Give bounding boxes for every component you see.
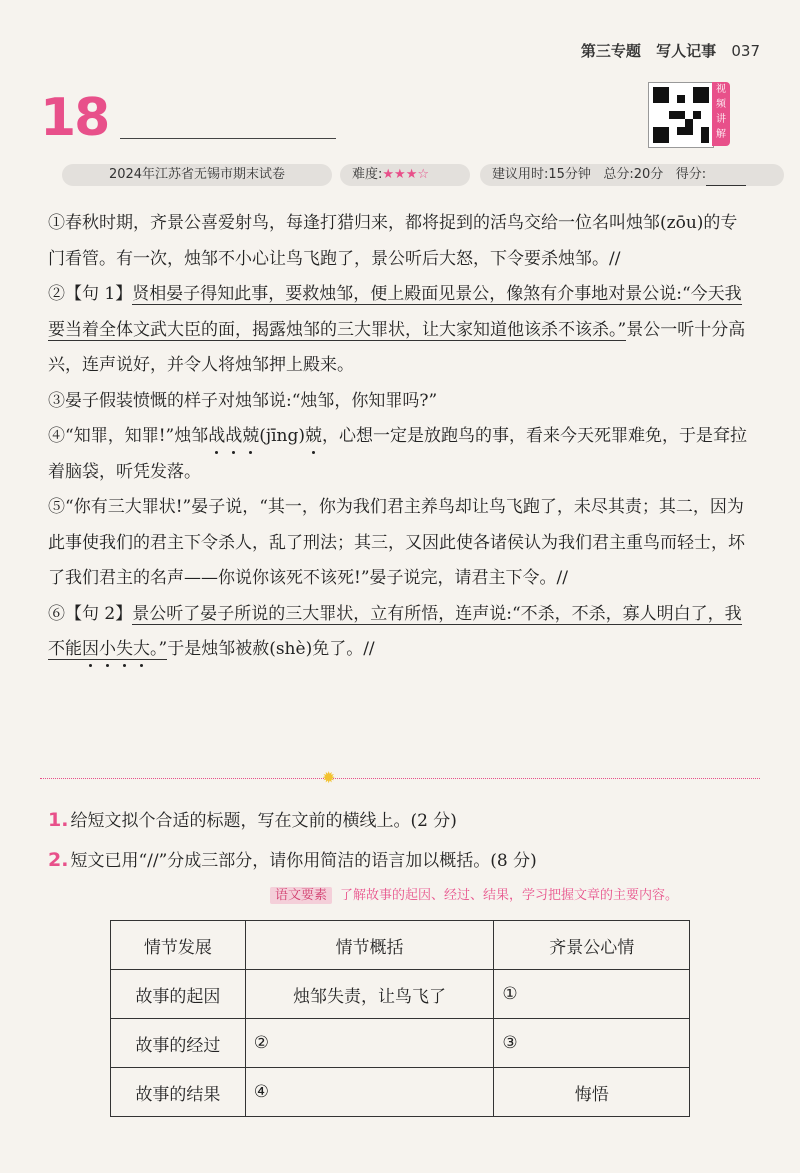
answer-cell[interactable]: ② <box>245 1019 494 1068</box>
sentence-2-main: 景公听了晏子所说的三大罪状，立有所悟，连声说:“不杀，不杀，寡人明白了，我不能 <box>48 603 742 659</box>
table-row <box>111 970 690 1019</box>
paragraph-5: ⑤“你有三大罪状!”晏子说，“其一，你为我们君主养鸟却让鸟飞跑了，未尽其责；其二，因为此事使我们的君主下令杀人，乱了刑法；其三，又因此使各诸侯认为我们君主重鸟而轻士，坏了我们君主的名声——你说你该死不该死!”晏子说完，请君主下令。// <box>48 497 745 588</box>
sentence-1: 贤相晏子得知此事，要救烛邹，便上殿面见景公，像煞有介事地对景公说:“今天我要当着全体文武大臣的面，揭露烛邹的三大罪状，让大家知道他该杀不该杀。” <box>48 284 742 340</box>
table-cell: 故事的结果 <box>111 1068 246 1117</box>
dotted-idiom <box>82 639 150 659</box>
score-label: 得分: <box>675 167 707 182</box>
paragraph-6-rest: 于是烛邹被赦(shè)免了。// <box>167 639 375 659</box>
paragraph-3: ③晏子假装愤慨的样子对烛邹说:“烛邹，你知罪吗?” <box>48 390 438 411</box>
table-row <box>111 1068 690 1117</box>
table-header-row <box>111 921 690 970</box>
question-2-text: 短文已用“//”分成三部分，请你用简洁的语言加以概括。(8 分) <box>70 851 537 871</box>
yuwen-text: 了解故事的起因、经过、结果，学习把握文章的主要内容。 <box>340 888 679 903</box>
sentence-2 <box>48 604 742 661</box>
exercise-number: 18 <box>40 88 109 148</box>
emphasis-char: 大 <box>133 639 150 659</box>
dotted-word <box>208 426 259 446</box>
table-row <box>111 1019 690 1068</box>
paragraph-4-rest: ，心想一定是放跑鸟的事，看来今天死罪难免，于是耷拉着脑袋，听凭发落。 <box>48 426 748 482</box>
answer-cell[interactable]: ④ <box>245 1068 494 1117</box>
emphasis-char: 战 <box>225 426 243 446</box>
question-1-number: 1. <box>48 809 69 831</box>
difficulty-label: 难度: <box>352 167 383 182</box>
sentence-2-tag: ⑥【句 2】 <box>48 603 133 624</box>
paragraph-2 <box>48 277 752 384</box>
plot-table <box>110 920 690 1117</box>
title-blank-line[interactable] <box>120 138 336 139</box>
pinyin: (jīng) <box>259 426 306 446</box>
emphasis-char: 因 <box>82 639 99 659</box>
paragraph-4 <box>48 419 752 490</box>
emphasis-char: 小 <box>99 639 116 659</box>
paragraph-6 <box>48 597 752 668</box>
sentence-1-tag: ②【句 1】 <box>48 284 133 304</box>
story-text <box>48 206 752 668</box>
time-suggest: 建议用时:15分钟 <box>492 167 591 182</box>
table-header: 齐景公心情 <box>494 921 690 970</box>
difficulty-stars-icon: ★★★☆ <box>382 167 430 182</box>
divider-line <box>40 778 760 779</box>
total-score: 总分:20分 <box>603 167 664 182</box>
paragraph-1: ①春秋时期，齐景公喜爱射鸟，每逢打猎归来，都将捉到的活鸟交给一位名叫烛邹(zōu)的专门看管。有一次，烛邹不小心让鸟飞跑了，景公听后大怒，下令要杀烛邹。// <box>48 213 738 269</box>
question-1 <box>48 806 457 831</box>
table-header: 情节概括 <box>245 921 494 970</box>
video-tag: 视频讲解 <box>712 82 730 146</box>
paragraph-2-rest: 景公一听十分高兴，连声说好，并令人将烛邹押上殿来。 <box>48 319 746 375</box>
page-header <box>571 40 760 61</box>
table-cell: 故事的经过 <box>111 1019 246 1068</box>
table-cell: 烛邹失责，让鸟飞了 <box>245 970 494 1019</box>
topic-name: 写人记事 <box>656 42 717 60</box>
emphasis-char: 兢 <box>305 426 323 446</box>
emphasis-char: 兢 <box>242 426 260 446</box>
qr-code-icon <box>653 87 709 143</box>
score-blank[interactable] <box>706 171 746 186</box>
answer-cell[interactable]: ③ <box>494 1019 690 1068</box>
emphasis-char: 失 <box>116 639 133 659</box>
table-cell: 悔悟 <box>494 1068 690 1117</box>
emphasis-char: 战 <box>208 426 226 446</box>
answer-cell[interactable]: ① <box>494 970 690 1019</box>
paragraph-4-start: ④“知罪，知罪!”烛邹 <box>48 426 209 446</box>
sentence-2-end: 。” <box>150 639 168 659</box>
table-header: 情节发展 <box>111 921 246 970</box>
time-pill <box>480 164 784 186</box>
dotted-word-end <box>305 426 322 446</box>
difficulty-pill <box>340 164 470 186</box>
yuwen-tag: 语文要素 <box>270 887 332 904</box>
page-number: 037 <box>731 42 760 60</box>
section-name: 第三专题 <box>580 42 641 60</box>
sun-icon: ✹ <box>322 768 336 787</box>
source-pill: 2024年江苏省无锡市期末试卷 <box>62 164 332 186</box>
table-cell: 故事的起因 <box>111 970 246 1019</box>
qr-code[interactable] <box>648 82 714 148</box>
yuwen-requirement <box>270 884 678 903</box>
question-2-number: 2. <box>48 849 69 871</box>
question-1-text: 给短文拟个合适的标题，写在文前的横线上。(2 分) <box>70 811 457 831</box>
question-2 <box>48 846 537 871</box>
info-bar <box>40 164 760 186</box>
